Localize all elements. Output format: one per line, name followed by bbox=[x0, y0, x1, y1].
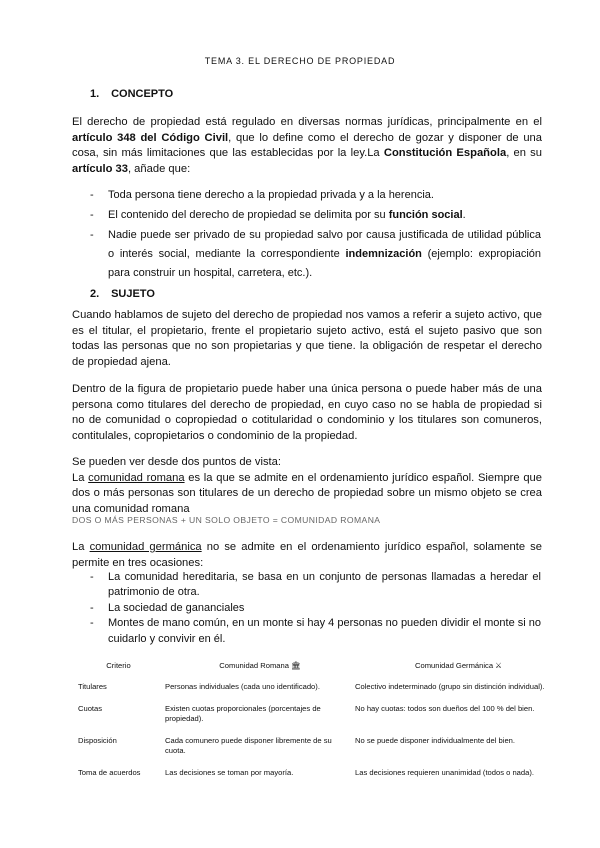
comparison-table bbox=[72, 660, 562, 790]
table-cell: Personas individuales (cada uno identificado). bbox=[165, 682, 320, 691]
table-cell: Colectivo indeterminado (grupo sin distinción individual). bbox=[355, 682, 545, 691]
table-header-row bbox=[72, 660, 562, 682]
subject-paragraph-1: Cuando hablamos de sujeto del derecho de propiedad nos vamos a referir a sujeto activo, que es el titular, el propietario, frente el propietario sujeto activo, está el sujeto pasivo que son todas las personas que no son propietarias y que tiene. la obligación de respetar el derecho de propiedad ajena. bbox=[72, 309, 542, 368]
formula-caption: DOS O MÁS PERSONAS + UN SOLO OBJETO = COMUNIDAD ROMANA bbox=[72, 515, 381, 525]
concept-bullet-list bbox=[88, 186, 541, 284]
text-run: no se admite en el ordenamiento jurídico español, solamente se permite en tres ocasiones: bbox=[72, 541, 543, 569]
section-heading-sujeto bbox=[90, 288, 155, 300]
text-run: La bbox=[72, 541, 90, 553]
table-cell: Titulares bbox=[78, 682, 107, 691]
text-run: La bbox=[72, 471, 89, 484]
column-header: Comunidad Germánica ⚔ bbox=[414, 661, 502, 670]
subject-paragraph-2: Dentro de la figura de propietario puede haber una única persona o puede haber más de una persona como titulares del derecho de propiedad, en cuyo caso no se habla de propiedad si no de comunidad o copropiedad o cotitularidad o condominio y los titulares son comuneros, contitulales, copropietarios o condominio de la propiedad. bbox=[72, 383, 542, 442]
list-item bbox=[88, 226, 541, 282]
table-cell: Disposición bbox=[78, 736, 117, 745]
underlined-term: comunidad romana bbox=[88, 471, 185, 484]
table-cell: No se puede disponer individualmente del bien. bbox=[355, 736, 515, 745]
table-cell: Toma de acuerdos bbox=[78, 768, 141, 777]
column-header: Criterio bbox=[106, 661, 131, 670]
table-row bbox=[72, 682, 562, 704]
table-cell: Cuotas bbox=[78, 704, 103, 713]
section-number: 2. bbox=[90, 288, 100, 300]
bold-run: artículo 33 bbox=[72, 162, 128, 175]
text-run: Nadie puede ser privado de su propiedad salvo por causa justificada de utilidad pública o interés social, mediante la correspondiente bbox=[108, 228, 541, 260]
subject-paragraph-3 bbox=[72, 455, 542, 517]
list-item bbox=[88, 186, 541, 205]
list-item-text: Toda persona tiene derecho a la propiedad privada y a la herencia. bbox=[108, 189, 434, 201]
section-title: CONCEPTO bbox=[111, 88, 174, 100]
table-row bbox=[72, 736, 562, 768]
text-run: , añade que: bbox=[127, 162, 191, 175]
text-run: (ejemplo: expropiación para construir un hospital, carretera, etc.). bbox=[108, 247, 541, 279]
column-header: Comunidad Romana 🏛 bbox=[219, 661, 301, 670]
document-title: TEMA 3. EL DERECHO DE PROPIEDAD bbox=[204, 56, 396, 66]
table-cell: Las decisiones se toman por mayoría. bbox=[165, 768, 294, 777]
underlined-term: comunidad germánica bbox=[89, 541, 202, 553]
bold-run: Constitución Española bbox=[383, 147, 507, 160]
section-title: SUJETO bbox=[111, 288, 155, 300]
text-run: . bbox=[462, 208, 466, 221]
bold-run: indemnización bbox=[345, 247, 422, 260]
text-run: El contenido del derecho de propiedad se delimita por su bbox=[108, 208, 389, 221]
section-heading-concepto bbox=[90, 88, 173, 100]
table-cell: Cada comunero puede disponer libremente de su cuota. bbox=[165, 736, 332, 755]
list-item: - La comunidad hereditaria, se basa en un conjunto de personas llamadas a heredar el patrimonio de otra. bbox=[88, 570, 541, 601]
subject-paragraph-4 bbox=[72, 540, 542, 571]
list-item: - Montes de mano común, en un monte si hay 4 personas no pueden dividir el monte si no cuidarlo y convivir en él. bbox=[88, 616, 541, 647]
table-cell: No hay cuotas: todos son dueños del 100 % del bien. bbox=[355, 704, 535, 713]
list-item bbox=[88, 206, 541, 225]
bold-run: artículo 348 del Código Civil bbox=[72, 131, 229, 144]
table-row bbox=[72, 768, 562, 790]
table-row bbox=[72, 704, 562, 736]
bold-run: función social bbox=[388, 208, 463, 221]
text-run: es la que se admite en el ordenamiento jurídico español. Siempre que dos o más personas son titulares de un derecho de propiedad sobre un mismo objeto se crea una comunidad romana bbox=[72, 471, 542, 515]
table-cell: Las decisiones requieren unanimidad (todos o nada). bbox=[355, 768, 534, 777]
text-run: Se pueden ver desde dos puntos de vista: bbox=[72, 456, 281, 468]
table-cell: Existen cuotas proporcionales (porcentajes de propiedad). bbox=[165, 704, 321, 723]
text-run: , en su bbox=[506, 147, 542, 160]
concept-paragraph bbox=[72, 115, 542, 177]
list-item: - La sociedad de gananciales bbox=[88, 601, 541, 616]
germanic-bullet-list bbox=[88, 570, 541, 647]
text-run: El derecho de propiedad está regulado en diversas normas jurídicas, principalmente en el bbox=[72, 116, 542, 128]
text-run: , que lo define como el derecho de gozar y disponer de una cosa, sin más limitaciones que las establecidas por la ley.La bbox=[72, 131, 542, 160]
section-number: 1. bbox=[90, 88, 100, 100]
